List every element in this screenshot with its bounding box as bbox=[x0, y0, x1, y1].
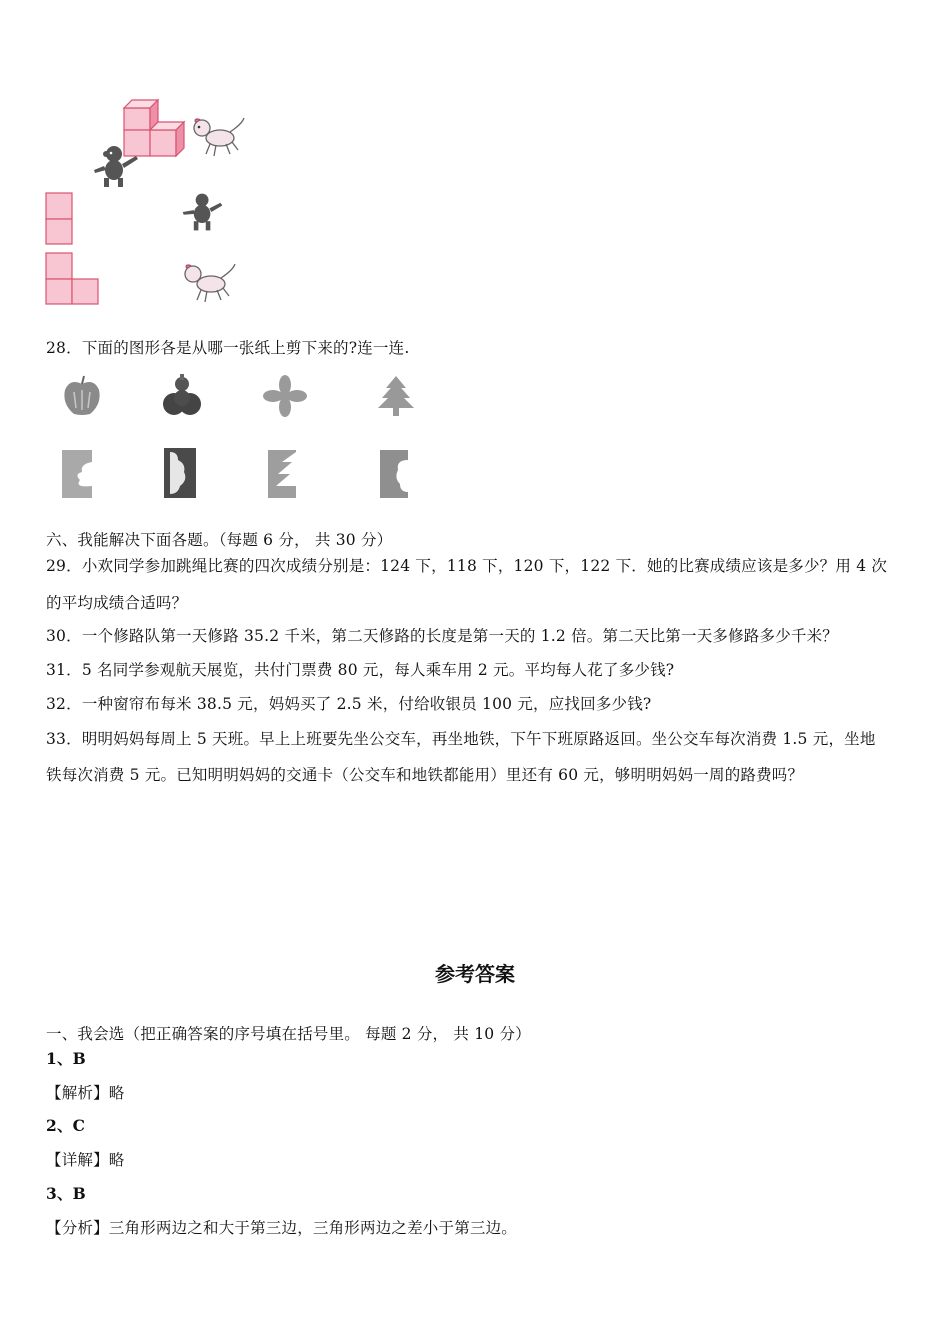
answer-3-note: 【分析】三角形两边之和大于第三边，三角形两边之差小于第三边。 bbox=[46, 1219, 518, 1237]
monkey-icon bbox=[92, 144, 142, 188]
question-33-line-2: 铁每次消费 5 元。已知明明妈妈的交通卡（公交车和地铁都能用）里还有 60 元，够明明妈妈一周的路费吗？ bbox=[46, 766, 804, 784]
answer-1: 1、B bbox=[46, 1049, 86, 1068]
question-29-line-1: 29．小欢同学参加跳绳比赛的四次成绩分别是：124 下，118 下，120 下，122 下．她的比赛成绩应该是多少？用 4 次 bbox=[46, 557, 888, 575]
answer-3: 3、B bbox=[46, 1184, 86, 1203]
section-6-heading: 六、我能解决下面各题。（每题 6 分， 共 30 分） bbox=[46, 531, 393, 549]
paper-with-tree-cut-icon bbox=[266, 448, 300, 500]
flower-shape-icon bbox=[262, 374, 308, 418]
question-29-line-2: 的平均成绩合适吗？ bbox=[46, 594, 188, 612]
monkey-icon bbox=[180, 190, 226, 234]
paper-with-gourd-cut-icon bbox=[162, 446, 200, 500]
answers-title: 参考答案 bbox=[435, 962, 515, 986]
question-33-line-1: 33．明明妈妈每周上 5 天班。早上上班要先坐公交车，再坐地铁，下午下班原路返回。坐公交车每次消费 1.5 元，坐地 bbox=[46, 730, 876, 748]
paper-with-flower-cut-icon bbox=[60, 448, 96, 500]
question-30: 30．一个修路队第一天修路 35.2 千米，第二天修路的长度是第一天的 1.2 倍。第二天比第一天多修路多少千米？ bbox=[46, 627, 838, 645]
question-28: 28．下面的图形各是从哪一张纸上剪下来的?连一连. bbox=[46, 339, 410, 357]
paper-with-apple-cut-icon bbox=[378, 448, 412, 500]
answers-section-1-heading: 一、我会选（把正确答案的序号填在括号里。 每题 2 分， 共 10 分） bbox=[46, 1025, 531, 1043]
l-shape-view-icon bbox=[45, 252, 101, 306]
question-32: 32．一种窗帘布每米 38.5 元，妈妈买了 2.5 米，付给收银员 100 元，应找回多少钱? bbox=[46, 695, 652, 713]
two-square-column-view-icon bbox=[45, 192, 75, 246]
answer-2-note: 【详解】略 bbox=[46, 1151, 125, 1169]
dog-icon bbox=[190, 114, 248, 158]
answer-1-note: 【解析】略 bbox=[46, 1084, 125, 1102]
apple-shape-icon bbox=[60, 374, 104, 418]
tree-shape-icon bbox=[374, 374, 418, 420]
dog-icon bbox=[180, 260, 240, 304]
answer-2: 2、C bbox=[46, 1116, 86, 1135]
gourd-shape-icon bbox=[160, 372, 204, 420]
question-31: 31．5 名同学参观航天展览，共付门票费 80 元，每人乘车用 2 元。平均每人花了多少钱? bbox=[46, 661, 675, 679]
